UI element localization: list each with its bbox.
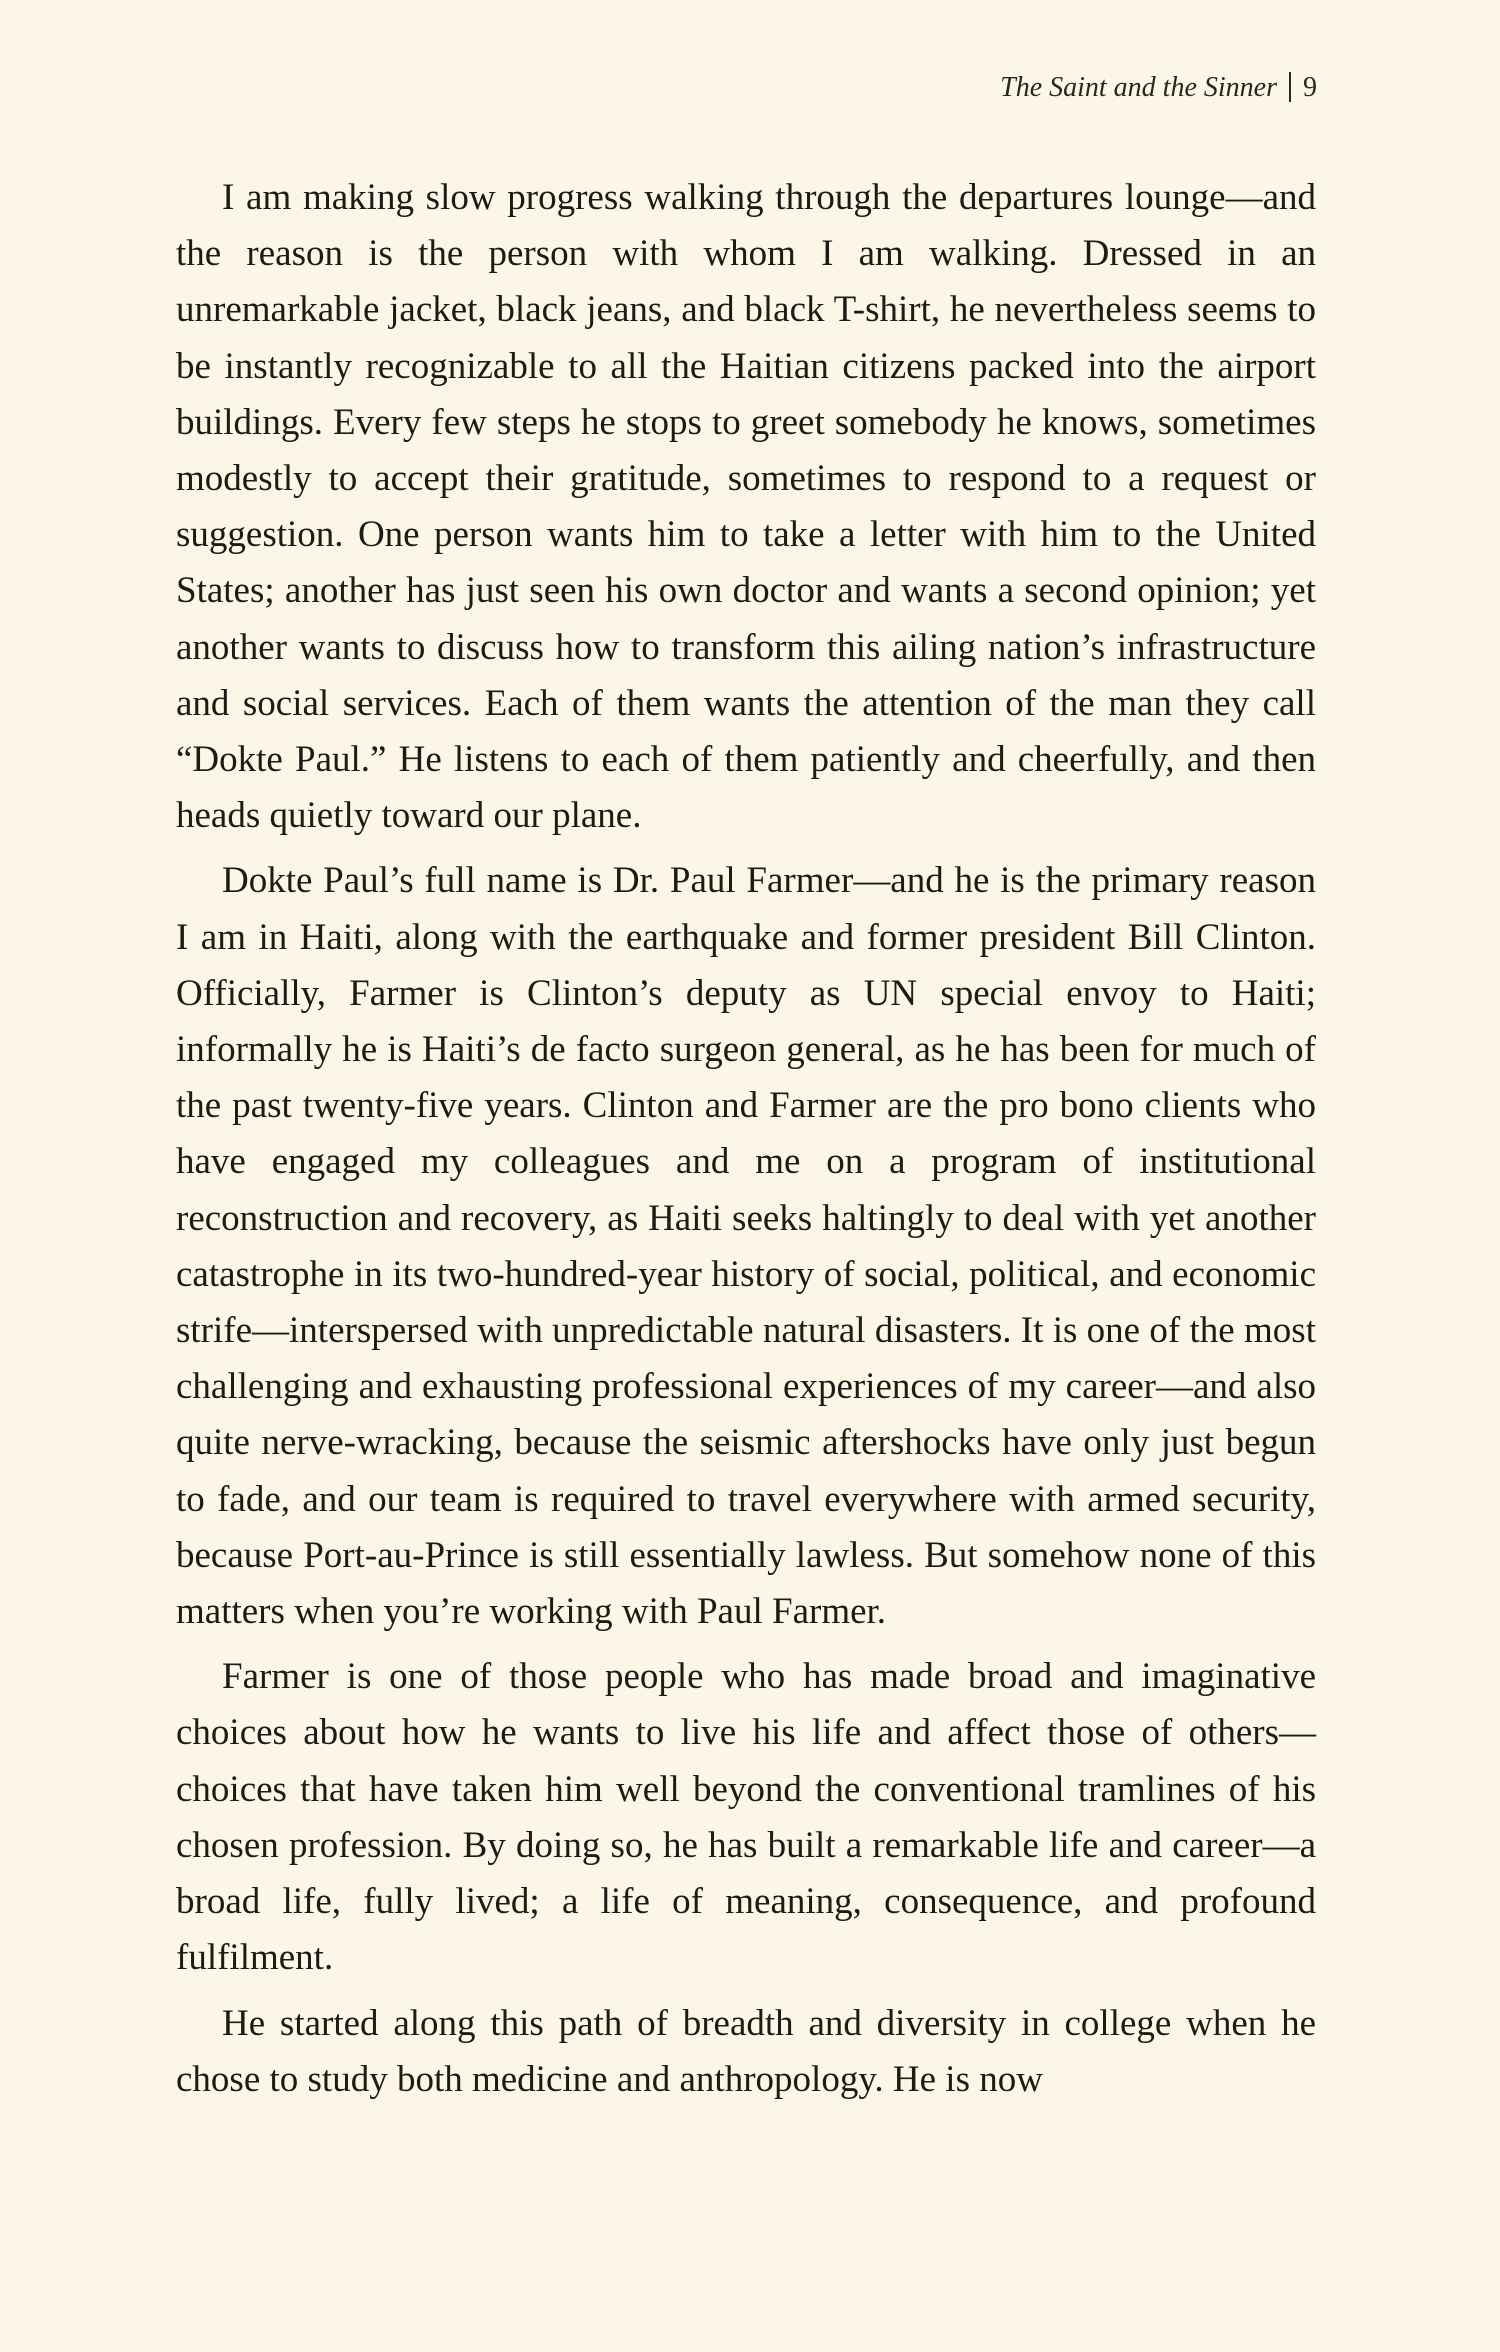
body-text	[176, 170, 1316, 2117]
paragraph: I am making slow progress walking through the departures lounge—and the reason is the person with whom I am walking. Dressed in an unremarkable jacket, black jeans, and black T-shirt, he nevertheless seems to be instantly recognizable to all the Haitian citizens packed into the airport buildings. Every few steps he stops to greet somebody he knows, sometimes modestly to accept their gratitude, sometimes to respond to a request or suggestion. One person wants him to take a letter with him to the United States; another has just seen his own doctor and wants a second opinion; yet another wants to discuss how to transform this ailing nation’s infrastructure and social services. Each of them wants the attention of the man they call “Dokte Paul.” He listens to each of them patiently and cheerfully, and then heads quietly toward our plane.	[176, 177, 1316, 837]
header-separator	[1289, 72, 1291, 102]
paragraph: Farmer is one of those people who has made broad and imaginative choices about how he wants to live his life and affect those of others—choices that have taken him well beyond the conventional tramlines of his chosen profession. By doing so, he has built a remarkable life and career—a broad life, fully lived; a life of meaning, consequence, and profound fulfilment.	[176, 1656, 1316, 1979]
running-head	[1000, 66, 1317, 104]
page-number: 9	[1303, 72, 1317, 103]
paragraph: He started along this path of breadth and diversity in college when he chose to study both medicine and anthropology. He is now	[176, 2002, 1316, 2100]
paragraph: Dokte Paul’s full name is Dr. Paul Farmer—and he is the primary reason I am in Haiti, along with the earthquake and former president Bill Clinton. Officially, Farmer is Clinton’s deputy as UN special envoy to Haiti; informally he is Haiti’s de facto surgeon general, as he has been for much of the past twenty-five years. Clinton and Farmer are the pro bono clients who have engaged my colleagues and me on a program of institutional reconstruction and recovery, as Haiti seeks haltingly to deal with yet another catastrophe in its two-hundred-year history of social, political, and economic strife—interspersed with unpredictable natural disasters. It is one of the most challenging and exhausting professional experiences of my career—and also quite nerve-wracking, because the seismic aftershocks have only just begun to fade, and our team is required to travel everywhere with armed security, because Port-au-Prince is still essentially lawless. But somehow none of this matters when you’re working with Paul Farmer.	[176, 860, 1316, 1633]
running-title: The Saint and the Sinner	[1000, 72, 1277, 103]
